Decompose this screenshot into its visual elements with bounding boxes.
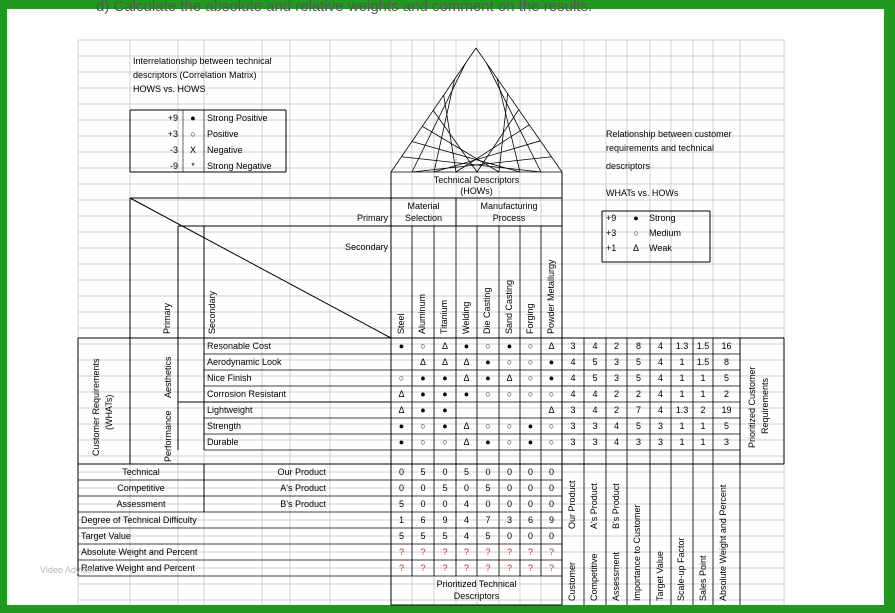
product-label: A's Product: [280, 483, 326, 493]
bottom-row-value: ?: [527, 563, 533, 573]
customer-assessment-value: 4: [570, 357, 576, 367]
question-text: d) Calculate the absolute and relative weights and comment on the results.: [96, 0, 593, 15]
relationship-symbol: Δ: [441, 357, 448, 367]
customer-assessment-value: 4: [613, 421, 619, 431]
customer-assessment-value: 3: [570, 421, 576, 431]
what-row-label: Resonable Cost: [207, 341, 272, 351]
bottom-row-value: ?: [506, 563, 512, 573]
relationship-symbol: ○: [485, 421, 491, 431]
bottom-row-value: 5: [420, 531, 426, 541]
assessment-value: 0: [442, 499, 448, 509]
assessment-value: 0: [398, 483, 404, 493]
bottom-row-value: 0: [527, 531, 533, 541]
right-column-header: Sales Point: [698, 555, 708, 601]
customer-assessment-value: 3: [635, 437, 641, 447]
bottom-row-label: Target Value: [81, 531, 131, 541]
relationship-symbol: ●: [463, 389, 470, 399]
customer-assessment-value: 2: [613, 405, 619, 415]
secondary-label: Secondary: [344, 242, 388, 252]
prioritized-customer-label-2: Requirements: [760, 377, 770, 434]
relationship-symbol: ○: [548, 389, 555, 399]
assessment-value: 5: [485, 483, 491, 493]
customer-assessment-value: 3: [570, 405, 576, 415]
relationship-symbol: ○: [485, 341, 491, 351]
customer-assessment-value: 4: [657, 389, 663, 399]
how-column-header: Die Casting: [482, 287, 492, 334]
bottom-row-value: ?: [485, 547, 491, 557]
relationship-symbol: ●: [527, 421, 534, 431]
relationship-symbol: ●: [485, 357, 491, 367]
what-row-label: Strength: [207, 421, 242, 431]
relationship-symbol: ●: [420, 373, 426, 383]
relationship-symbol: ●: [420, 405, 426, 415]
relationship-symbol: Δ: [398, 405, 405, 415]
bottom-row-value: 6: [527, 515, 533, 525]
customer-assessment-value: 2: [700, 405, 706, 415]
relationship-legend-value: +9: [606, 213, 617, 223]
relationship-symbol: ○: [506, 389, 513, 399]
relationship-symbol: Δ: [463, 357, 470, 367]
bottom-row-value: 4: [463, 515, 469, 525]
bottom-row-value: 0: [548, 531, 554, 541]
assessment-label: Competitive: [117, 483, 165, 493]
customer-assessment-value: 1.3: [675, 341, 689, 351]
bottom-row-value: ?: [506, 547, 512, 557]
assessment-value: 0: [506, 467, 512, 477]
what-row-label: Corrosion Resistant: [207, 389, 287, 399]
primary-column-label: Primary: [162, 303, 172, 334]
correlation-legend-symbol: ○: [190, 129, 196, 139]
assessment-value: 5: [398, 499, 404, 509]
relationship-symbol: Δ: [548, 405, 555, 415]
primary-group-aesthetics: Aesthetics: [163, 356, 173, 398]
relationship-symbol: ○: [548, 437, 555, 447]
bottom-row-value: ?: [398, 547, 404, 557]
correlation-legend-value: +3: [167, 129, 178, 139]
customer-assessment-value: 1: [700, 389, 706, 399]
group-manufacturing-line1: Manufacturing: [480, 201, 538, 211]
relationship-legend-symbol: Δ: [632, 243, 639, 253]
relationship-symbol: Δ: [463, 421, 470, 431]
bottom-row-value: 4: [463, 531, 469, 541]
relationship-symbol: ●: [398, 341, 405, 351]
assessment-value: 0: [485, 467, 491, 477]
relationship-legend-symbol: ●: [633, 213, 639, 223]
group-material-line2: Selection: [404, 213, 443, 223]
customer-assessment-value: 4: [657, 373, 663, 383]
correlation-heading-line: Interrelationship between technical: [133, 56, 272, 66]
relationship-symbol: ●: [442, 421, 448, 431]
customer-assessment-value: 4: [570, 389, 576, 399]
correlation-legend-label: Positive: [207, 129, 239, 139]
relationship-symbol: ●: [485, 437, 491, 447]
customer-assessment-value: 8: [723, 357, 729, 367]
relationship-symbol: ●: [398, 437, 405, 447]
relationship-symbol: ○: [485, 389, 491, 399]
relationship-legend-label: Weak: [649, 243, 672, 253]
correlation-legend-label: Strong Positive: [207, 113, 268, 123]
relationship-symbol: ○: [527, 373, 534, 383]
tech-descriptors-title: Technical Descriptors: [433, 175, 520, 185]
assessment-value: 0: [527, 467, 533, 477]
product-label: B's Product: [280, 499, 326, 509]
relationship-symbol: ○: [506, 421, 513, 431]
secondary-column-label: Secondary: [207, 290, 217, 334]
how-column-header: Steel: [396, 313, 406, 334]
correlation-legend-symbol: *: [191, 161, 195, 171]
correlation-legend-label: Strong Negative: [207, 161, 272, 171]
assessment-value: 0: [548, 483, 554, 493]
relationship-symbol: ●: [442, 389, 448, 399]
relationship-symbol: ●: [420, 389, 426, 399]
customer-assessment-value: 1.3: [675, 405, 689, 415]
correlation-legend-value: -3: [169, 145, 178, 155]
customer-assessment-value: 1: [679, 373, 685, 383]
right-column-header: Target Value: [655, 551, 665, 601]
customer-assessment-value: 3: [723, 437, 729, 447]
correlation-legend-label: Negative: [207, 145, 243, 155]
customer-assessment-value: 5: [723, 421, 729, 431]
customer-assessment-value: 1: [679, 437, 685, 447]
relationship-symbol: Δ: [463, 437, 470, 447]
bottom-row-value: ?: [548, 547, 554, 557]
right-column-lower-label: Competitive: [589, 553, 599, 601]
bottom-row-label: Absolute Weight and Percent: [81, 547, 198, 557]
assessment-value: 0: [398, 467, 404, 477]
prioritized-technical-line2: Descriptors: [453, 591, 500, 601]
relationship-symbol: ○: [527, 389, 534, 399]
bottom-row-value: ?: [527, 547, 533, 557]
what-row-label: Lightweight: [207, 405, 253, 415]
relationship-legend-value: +1: [606, 243, 617, 253]
assessment-value: 0: [548, 499, 554, 509]
customer-requirements-label-2: (WHATs): [104, 394, 114, 430]
relationship-symbol: ●: [548, 357, 555, 367]
customer-assessment-value: 4: [613, 437, 619, 447]
customer-assessment-value: 4: [657, 357, 663, 367]
how-column-header: Titanium: [439, 299, 449, 334]
right-column-header: Absolute Weight and Percent: [718, 484, 728, 601]
right-column-header: B's Product: [611, 483, 621, 529]
relationship-heading-line: Relationship between customer: [606, 129, 732, 139]
customer-assessment-value: 2: [635, 389, 641, 399]
customer-assessment-value: 1: [700, 421, 706, 431]
customer-assessment-value: 5: [635, 357, 641, 367]
right-column-header: Our Product: [567, 480, 577, 529]
customer-assessment-value: 7: [635, 405, 641, 415]
relationship-heading-line: descriptors: [606, 161, 651, 171]
relationship-symbol: ○: [527, 357, 534, 367]
bottom-row-label: Relative Weight and Percent: [81, 563, 195, 573]
customer-assessment-value: 1: [679, 357, 685, 367]
customer-assessment-value: 4: [592, 341, 598, 351]
right-column-header: Importance to Customer: [632, 504, 642, 601]
how-column-header: Sand Casting: [504, 279, 514, 334]
correlation-heading-line: descriptors (Correlation Matrix): [133, 70, 257, 80]
bottom-row-value: ?: [485, 563, 491, 573]
relationship-symbol: Δ: [398, 389, 405, 399]
bottom-row-value: ?: [548, 563, 554, 573]
assessment-value: 0: [548, 467, 554, 477]
relationship-symbol: ●: [506, 341, 513, 351]
customer-assessment-value: 3: [657, 421, 663, 431]
relationship-legend-value: +3: [606, 228, 617, 238]
customer-assessment-value: 3: [570, 341, 576, 351]
bottom-row-value: ?: [442, 563, 448, 573]
correlation-legend-value: -9: [169, 161, 178, 171]
correlation-heading-line: HOWS vs. HOWS: [133, 84, 206, 94]
customer-assessment-value: 4: [657, 341, 663, 351]
customer-assessment-value: 3: [592, 437, 598, 447]
customer-assessment-value: 19: [721, 405, 732, 415]
relationship-symbol: ●: [485, 373, 491, 383]
how-column-header: Welding: [461, 301, 471, 334]
relationship-symbol: Δ: [506, 373, 513, 383]
what-row-label: Durable: [207, 437, 239, 447]
assessment-value: 0: [442, 467, 448, 477]
what-row-label: Aerodynamic Look: [207, 357, 282, 367]
relationship-symbol: ●: [398, 421, 405, 431]
product-label: Our Product: [277, 467, 326, 477]
assessment-value: 0: [527, 483, 533, 493]
bottom-row-value: 3: [506, 515, 512, 525]
tech-descriptors-subtitle: (HOWs): [460, 186, 493, 196]
relationship-symbol: ○: [420, 421, 426, 431]
customer-assessment-value: 5: [635, 421, 641, 431]
relationship-symbol: Δ: [441, 341, 448, 351]
relationship-legend-label: Medium: [649, 228, 682, 238]
relationship-symbol: ●: [442, 405, 448, 415]
group-manufacturing-line2: Process: [492, 213, 526, 223]
primary-label: Primary: [357, 213, 388, 223]
bottom-row-value: ?: [398, 563, 404, 573]
relationship-symbol: ●: [442, 373, 448, 383]
correlation-legend-symbol: ●: [190, 113, 196, 123]
bottom-row-value: 9: [442, 515, 448, 525]
customer-assessment-value: 4: [592, 405, 598, 415]
assessment-value: 5: [420, 467, 426, 477]
bottom-row-value: ?: [463, 547, 469, 557]
relationship-symbol: Δ: [548, 341, 555, 351]
customer-assessment-value: 2: [613, 341, 619, 351]
relationship-symbol: ●: [463, 341, 470, 351]
bottom-row-value: 5: [442, 531, 448, 541]
right-column-header: A's Product: [589, 483, 599, 529]
relationship-symbol: ○: [527, 341, 534, 351]
bottom-row-value: 5: [398, 531, 404, 541]
primary-group-performance: Performance: [163, 410, 173, 462]
customer-assessment-value: 3: [657, 437, 663, 447]
relationship-symbol: Δ: [419, 357, 426, 367]
customer-assessment-value: 1: [679, 421, 685, 431]
bottom-row-value: 5: [485, 531, 491, 541]
customer-assessment-value: 1: [700, 437, 706, 447]
customer-assessment-value: 16: [721, 341, 732, 351]
customer-assessment-value: 3: [613, 373, 619, 383]
what-row-label: Nice Finish: [207, 373, 252, 383]
bottom-row-value: 6: [420, 515, 426, 525]
how-column-header: Aluminum: [417, 293, 427, 334]
group-material-line1: Material: [407, 201, 440, 211]
assessment-label: Technical: [122, 467, 160, 477]
customer-assessment-value: 5: [592, 373, 598, 383]
customer-assessment-value: 3: [570, 437, 576, 447]
customer-assessment-value: 5: [723, 373, 729, 383]
customer-requirements-label: Customer Requirements: [91, 358, 101, 456]
assessment-label: Assessment: [116, 499, 166, 509]
bottom-row-value: ?: [442, 547, 448, 557]
relationship-legend-label: Strong: [649, 213, 676, 223]
prioritized-technical-line1: Prioritized Technical: [436, 579, 517, 589]
assessment-value: 0: [420, 483, 426, 493]
right-column-lower-label: Assessment: [611, 551, 621, 601]
relationship-symbol: ○: [506, 357, 513, 367]
bottom-row-value: ?: [420, 547, 426, 557]
correlation-legend-value: +9: [167, 113, 178, 123]
bottom-row-value: 1: [398, 515, 404, 525]
relationship-symbol: ○: [442, 437, 448, 447]
customer-assessment-value: 1.5: [696, 357, 710, 367]
how-column-header: Powder Metallurgy: [546, 259, 556, 334]
relationship-symbol: ○: [420, 437, 426, 447]
relationship-symbol: ●: [527, 437, 534, 447]
how-column-header: Forging: [525, 303, 535, 334]
customer-assessment-value: 3: [613, 357, 619, 367]
bottom-row-value: 7: [485, 515, 491, 525]
customer-assessment-value: 8: [635, 341, 641, 351]
customer-assessment-value: 5: [592, 357, 598, 367]
bottom-row-value: 0: [506, 531, 512, 541]
relationship-symbol: ○: [420, 341, 426, 351]
customer-assessment-value: 1.5: [696, 341, 710, 351]
relationship-symbol: ●: [548, 373, 555, 383]
assessment-value: 0: [506, 499, 512, 509]
correlation-legend-symbol: X: [189, 145, 196, 155]
customer-assessment-value: 4: [657, 405, 663, 415]
customer-assessment-value: 4: [592, 389, 598, 399]
bottom-row-value: ?: [463, 563, 469, 573]
relationship-symbol: ○: [506, 437, 513, 447]
bottom-row-value: ?: [420, 563, 426, 573]
relationship-symbol: Δ: [463, 373, 470, 383]
relationship-symbol: ○: [398, 373, 405, 383]
prioritized-customer-label: Prioritized Customer: [747, 366, 757, 448]
bottom-row-label: Degree of Technical Difficulty: [81, 515, 197, 525]
relationship-heading-line: requirements and technical: [606, 143, 715, 153]
customer-assessment-value: 2: [723, 389, 729, 399]
assessment-value: 0: [420, 499, 426, 509]
assessment-value: 0: [527, 499, 533, 509]
relationship-symbol: ○: [548, 421, 555, 431]
customer-assessment-value: 2: [613, 389, 619, 399]
customer-assessment-value: 4: [570, 373, 576, 383]
watermark-text: Video Adviser: [40, 565, 95, 575]
right-column-header: Scale-up Factor: [676, 537, 686, 601]
assessment-value: 0: [463, 483, 469, 493]
customer-assessment-value: 3: [592, 421, 598, 431]
assessment-value: 4: [463, 499, 469, 509]
assessment-value: 0: [485, 499, 491, 509]
assessment-value: 5: [463, 467, 469, 477]
relationship-legend-symbol: ○: [633, 228, 639, 238]
right-column-lower-label: Customer: [567, 561, 577, 601]
customer-assessment-value: 5: [635, 373, 641, 383]
assessment-value: 0: [506, 483, 512, 493]
whats-vs-hows-label: WHATs vs. HOWs: [606, 188, 679, 198]
bottom-row-value: 9: [548, 515, 554, 525]
assessment-value: 5: [442, 483, 448, 493]
customer-assessment-value: 1: [679, 389, 685, 399]
customer-assessment-value: 1: [700, 373, 706, 383]
